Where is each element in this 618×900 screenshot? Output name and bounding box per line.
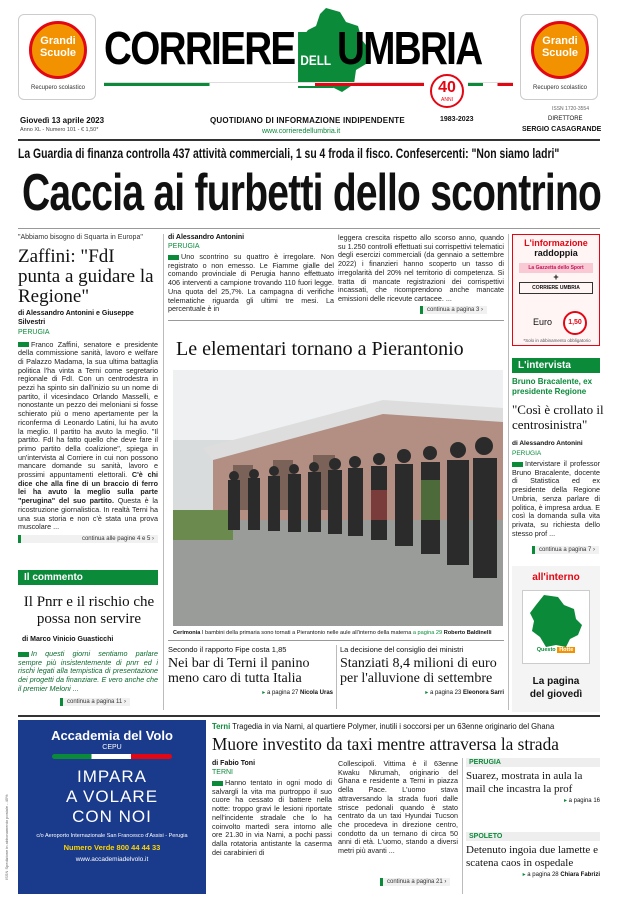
website-link[interactable]: www.corrieredellumbria.it bbox=[262, 128, 341, 135]
badge-title: Grandi Scuole bbox=[541, 35, 579, 59]
ad-title: Accademia del Volo bbox=[51, 728, 173, 743]
allinterno-label: all'interno bbox=[532, 572, 580, 583]
terni-place: TERNI bbox=[212, 769, 233, 776]
newspaper-name-dell: DELL bbox=[298, 32, 334, 88]
commento-headline[interactable]: Il Pnrr e il rischio che possa non servire bbox=[23, 594, 155, 627]
allinterno-cover bbox=[522, 590, 590, 664]
terni-kicker: Terni Tragedia in via Narni, al quartiere Polymer, inutili i soccorsi per un 63enne originario del Ghana bbox=[212, 722, 555, 731]
photo-bottom-rule bbox=[168, 640, 504, 641]
director-name: SERGIO CASAGRANDE bbox=[522, 126, 602, 133]
alluvione-article bbox=[340, 645, 504, 696]
tricolor-rule bbox=[104, 82, 424, 86]
badge-title: Grandi Scuole bbox=[39, 35, 77, 59]
lead-divider bbox=[18, 228, 600, 229]
fipe-rule bbox=[336, 645, 337, 709]
spoleto-brief-place: SPOLETO bbox=[466, 832, 600, 841]
badge-caption: Recupero scolastico bbox=[30, 85, 86, 91]
fipe-article bbox=[168, 645, 333, 696]
lead-headline[interactable]: Caccia ai furbetti dello scontrino bbox=[22, 164, 602, 222]
zaffini-body: Franco Zaffini, senatore e presidente della commissione sanità, lavoro e welfare di Palazzo Madama, la sua ultima battaglia politica l'ha vinta a Terni come segretario regionale di FdI. Con un centrodestra in pezzi ha spinto sin dall'inizio su un nome di partito, il vicesindaco Orlando Masselli, e nonostante un pezzo dei meloniani si fosse schierato più o meno apertamente per la riconferma di Leonardo Latini, lui ha avuto la meglio. Il partito ha avuto la meglio. "Il partito. FdI ha fatto quello che deve fare il primo partito della coalizione", spiega in un'intervista al Corriere in cui non possono mancare domande su sanità, lavoro e prossimi appuntamenti elettorali. C'è chi dice che alla fine di un braccio di ferro lei ha avuto la meglio sulla parte "perugina" del suo partito. Questa è la ricostruzione giornalistica. In realtà Terni ha una sua storia e non c'è stata una prova muscolare ... bbox=[18, 339, 158, 532]
tagline: QUOTIDIANO DI INFORMAZIONE INDIPENDENTE bbox=[210, 116, 405, 125]
ad-phone: Numero Verde 800 44 44 33 bbox=[63, 843, 161, 852]
intervista-person: Bruno Bracalente, ex presidente Regione bbox=[512, 377, 593, 396]
ad-url[interactable]: www.accademiadelvolo.it bbox=[75, 856, 149, 863]
lead-kicker: La Guardia di finanza controlla 437 attività commerciali, 1 su 4 froda il fisco. Confesercenti: "Non siamo ladri" bbox=[18, 146, 560, 161]
lead-place: PERUGIA bbox=[168, 243, 200, 250]
fipe-headline[interactable]: Nei bar di Terni il panino meno caro di tutta Italia bbox=[168, 656, 310, 686]
perugia-brief-headline[interactable]: Suarez, mostrata in aula la mail che incastra la prof bbox=[466, 770, 583, 795]
anniversary-seal: 40 ANNI bbox=[430, 74, 464, 108]
spoleto-brief bbox=[466, 832, 600, 878]
zaffini-kicker: "Abbiamo bisogno di Squarta in Europa" bbox=[18, 234, 143, 241]
newspaper-name: CORRIERE DELL UMBRIA bbox=[104, 20, 448, 80]
intervista-continue-link[interactable]: continua a pagina 7 › bbox=[532, 546, 599, 554]
anniversary-years: 1983-2023 bbox=[440, 116, 474, 123]
terni-column-2: Collescipoli. Vittima è il 63enne Kwaku Nkrumah, originario del Ghana e residente a Terni in piazza della Pace. L'uomo stava attraversando la strada fuori dalle strisce pedonali quando è stato centrato da un taxi Hyundai Tucson che procedeva in direzione centro, condotto da un ternano di circa 50 anni di età. L'uomo, stando a diversi metri più avanti ... bbox=[338, 759, 458, 856]
allinterno-title-2: del giovedì bbox=[529, 689, 583, 700]
masthead-divider bbox=[18, 139, 600, 141]
photo-caption: Cerimonia I bambini della primaria sono tornati a Pierantonio nelle aule all'interno della materna a pagina 29 Roberto Baldinelli bbox=[173, 630, 492, 636]
masthead bbox=[0, 0, 618, 140]
commento-continue-link[interactable]: continua a pagina 11 › bbox=[60, 698, 130, 706]
commento-label: Il commento bbox=[18, 570, 158, 585]
ad-side-text: ISSN Spedizione in abbonamento postale - 45% bbox=[4, 794, 9, 880]
perugia-brief-ref: ▸ a pagina 16 bbox=[563, 798, 600, 804]
promo-note: *Solo in abbinamento obbligatorio bbox=[523, 338, 591, 343]
left-column-rule bbox=[163, 234, 164, 710]
umbria-map-icon bbox=[524, 593, 590, 649]
alluvione-ref: ▸ a pagina 23 Eleonora Sarri bbox=[425, 690, 504, 696]
right-column-rule bbox=[508, 234, 509, 710]
ad-line-3: CON NOI bbox=[72, 807, 152, 826]
promo-plus: + bbox=[553, 272, 559, 282]
grandi-scuole-badge-right[interactable] bbox=[520, 14, 598, 100]
ad-tricolor-swoosh bbox=[52, 754, 172, 759]
allinterno-title-1: La pagina bbox=[532, 676, 580, 687]
intervista-author: di Alessandro Antonini bbox=[512, 440, 583, 447]
commento-body: In questi giorni sentiamo parlare sempre più insistentemente di pnrr ed i rischi legati alla tempistica di presentazione dei progetti da finanziare. E vero anche che il premier Meloni ... bbox=[18, 649, 158, 693]
commento-author: di Marco Vinicio Guasticchi bbox=[22, 636, 114, 643]
spoleto-brief-ref: ▸ a pagina 28 Chiara Fabrizi bbox=[522, 872, 600, 878]
grandi-scuole-badge-left[interactable] bbox=[18, 14, 96, 100]
perugia-brief-place: PERUGIA bbox=[466, 758, 600, 767]
intervista-label: L'intervista bbox=[512, 358, 600, 373]
zaffini-continue-link[interactable]: continua alle pagine 4 e 5 › bbox=[18, 535, 158, 543]
fipe-ref: ▸ a pagina 27 Nicola Uras bbox=[262, 690, 333, 696]
terni-column-1: Hanno tentato in ogni modo di salvargli la vita ma purtroppo il suo cuore ha cessato di battere nella notte: troppo gravi le lesioni riportate nell'incidente stradale che lo ha coinvolto martedì sera intorno alle ore 21.30 in via Narni, a pochi passi dalla rotatoria antistante la caserma dei carabinieri di bbox=[212, 778, 332, 857]
allinterno-box[interactable] bbox=[512, 566, 600, 712]
terni-author: di Fabio Toni bbox=[212, 760, 256, 767]
ad-line-2: A VOLARE bbox=[65, 787, 159, 806]
alluvione-headline[interactable]: Stanziati 8,4 milioni di euro per l'alluvione di settembre bbox=[340, 656, 497, 686]
terni-headline[interactable]: Muore investito da taxi mentre attraversa la strada bbox=[212, 734, 559, 754]
promo-logo-corriere: CORRIERE UMBRIA bbox=[519, 282, 593, 294]
zaffini-place: PERUGIA bbox=[18, 329, 50, 336]
lead-column-1: Uno scontrino su quattro è irregolare. Non registrato o non emesso. Le Fiamme gialle del comando provinciale di Perugia hanno effettuato 406 interventi a campione trovando 110 fuori legge. Una quota del 25,7%. La campagna di verifiche telematiche riguarda gli ultimi tre mesi. La percentuale è in bbox=[168, 252, 334, 314]
director-label: DIRETTORE bbox=[548, 116, 583, 122]
terni-continue-link[interactable]: continua a pagina 21 › bbox=[380, 878, 450, 886]
ad-address: c/o Aeroporto Internazionale San Francesco d'Assisi - Perugia bbox=[36, 833, 188, 839]
zaffini-headline[interactable]: Zaffini: "FdI punta a guidare la Regione" bbox=[18, 246, 154, 307]
promo-logo-gazzetta: La Gazzetta dello Sport bbox=[519, 263, 593, 273]
intervista-place: PERUGIA bbox=[512, 450, 542, 457]
spoleto-brief-headline[interactable]: Detenuto ingoia due lamette e scatena caos in ospedale bbox=[466, 844, 598, 869]
promo-title-1: L'informazione bbox=[524, 238, 588, 248]
ad-line-1: IMPARA bbox=[77, 767, 147, 786]
promo-price-label: Euro bbox=[533, 317, 553, 327]
bottom-section-rule bbox=[18, 715, 600, 717]
badge-caption: Recupero scolastico bbox=[532, 85, 588, 91]
promo-price: 1,50 bbox=[563, 311, 587, 335]
photo-school-ceremony bbox=[173, 370, 503, 626]
alluvione-kicker: La decisione del consiglio dei ministri bbox=[340, 645, 464, 654]
zaffini-author: di Alessandro Antonini e Giuseppe Silvestri bbox=[18, 310, 134, 326]
issn: ISSN 1720-3554 bbox=[552, 106, 589, 112]
fipe-kicker: Secondo il rapporto Fipe costa 1,85 bbox=[168, 645, 287, 654]
perugia-brief bbox=[466, 758, 600, 804]
allinterno-cover-text: Questo Hotte bbox=[536, 647, 574, 653]
promo-box[interactable] bbox=[512, 234, 600, 346]
zaffini-article bbox=[18, 234, 158, 554]
lead-column-2: leggera crescita rispetto allo scorso anno, quando su 1.250 controlli effettuati sui corrispettivi telematici degli esercizi commerciali (da gennaio a settembre 2022) i finanzieri hanno scoperto un tasso di irregolarità del 20% nel territorio di competenza. Si tratta di mancate registrazioni dei corrispettivi incassati, che ricomprendono anche mancate emissioni delle ricevute cartacee. ... bbox=[338, 233, 504, 303]
briefs-rule bbox=[462, 758, 463, 894]
ad-badge: CEPU bbox=[102, 744, 122, 751]
issue-number: Anno XL - Numero 101 - € 1,50* bbox=[20, 127, 99, 133]
ad-accademia-del-volo[interactable] bbox=[18, 720, 206, 894]
issue-date: Giovedì 13 aprile 2023 bbox=[20, 116, 105, 125]
lead-author: di Alessandro Antonini bbox=[168, 234, 245, 241]
intervista-body: Intervistare il professor Bruno Bracalente, docente di Statistica ed ex presidente della Regione Umbria, senza parlare di politica, è impresa ardua. E così la domanda sulla vita privata, su richiesta dello stesso prof ... bbox=[512, 459, 600, 538]
intervista-headline[interactable]: "Così è crollato il centrosinistra" bbox=[512, 402, 604, 432]
promo-title-2: raddoppia bbox=[534, 248, 578, 258]
photo-headline[interactable]: Le elementari tornano a Pierantonio bbox=[176, 338, 464, 360]
tricolor-rule-right bbox=[468, 82, 513, 86]
lead-bottom-rule bbox=[168, 320, 504, 321]
lead-continue-link[interactable]: continua a pagina 3 › bbox=[420, 306, 487, 314]
